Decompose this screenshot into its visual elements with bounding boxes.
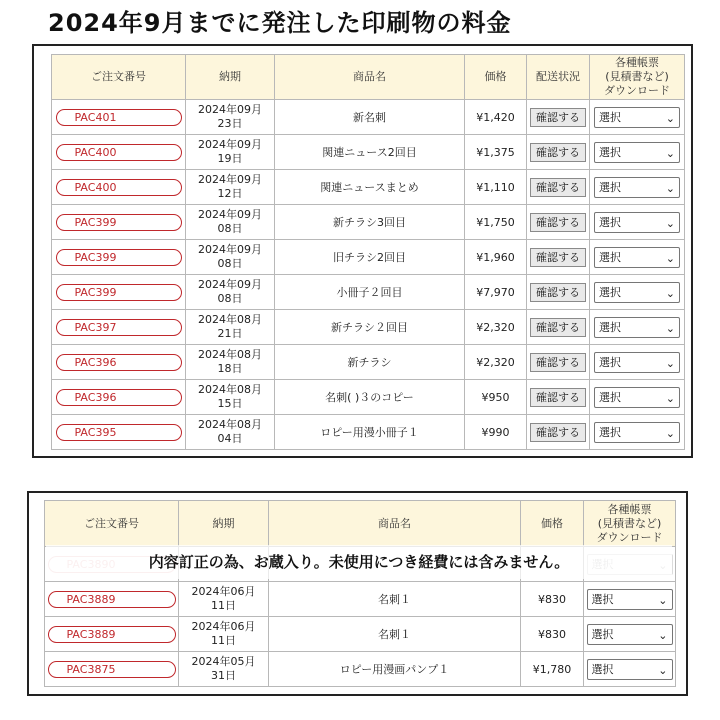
documents-cell [590,240,685,275]
order-number-link[interactable]: PAC397 [56,319,182,336]
order-number-cell [52,310,186,345]
confirm-shipping-button[interactable]: 確認する [530,318,586,337]
document-download-select[interactable] [587,624,673,645]
chevron-down-icon: ⌄ [658,593,668,607]
chevron-down-icon: ⌄ [665,391,675,405]
product-name: 旧チラシ2回目 [333,251,406,264]
delivery-date-cell [186,380,275,415]
shipping-status-cell [527,345,590,380]
delivery-date-cell [186,275,275,310]
order-number-cell [52,380,186,415]
header-shipping-status: 配送状況 [527,55,590,100]
select-value: 選択 [599,390,621,404]
price-value: ¥1,780 [532,662,572,676]
table-row [52,100,685,135]
documents-cell [590,310,685,345]
delivery-date-month: 2024年05月 [191,655,256,668]
shipping-status-cell [527,310,590,345]
select-value: 選択 [599,250,621,264]
delivery-date-cell [179,617,269,652]
header-documents-line3: ダウンロード [596,530,663,544]
delivery-date-cell [186,310,275,345]
confirm-shipping-button[interactable]: 確認する [530,283,586,302]
table-row [52,415,685,450]
orders-table-recent [51,54,685,450]
price-value: ¥1,110 [476,180,515,194]
product-name-cell [275,380,465,415]
product-name-cell [269,582,521,617]
delivery-date-cell [186,170,275,205]
delivery-date-month: 2024年06月 [191,620,256,633]
order-number-cell [45,617,179,652]
price-value: ¥2,320 [476,355,515,369]
page-title: 2024年9月までに発注した印刷物の料金 [48,9,512,37]
document-download-select[interactable] [587,659,673,680]
price-value: ¥1,420 [476,110,515,124]
orders-panel-recent [32,44,693,458]
delivery-date-day: 04日 [217,432,243,445]
table-row [52,205,685,240]
product-name: 新チラシ [347,356,392,369]
header-delivery-date: 納期 [186,55,275,100]
confirm-shipping-button[interactable]: 確認する [530,108,586,127]
delivery-date-month: 2024年09月 [198,243,262,256]
header-product-name: 商品名 [275,55,465,100]
order-number-cell [52,170,186,205]
product-name-cell [269,652,521,687]
delivery-date-day: 19日 [217,152,243,165]
document-download-select[interactable] [594,212,680,233]
table-row [52,170,685,205]
chevron-down-icon: ⌄ [658,628,668,642]
delivery-date-cell [186,100,275,135]
table-header-row [45,501,676,547]
order-number-link[interactable]: PAC3889 [48,626,176,643]
delivery-date-cell [186,240,275,275]
documents-cell [590,135,685,170]
price-cell [465,240,527,275]
document-download-select[interactable] [594,352,680,373]
delivery-date-cell [186,135,275,170]
delivery-date-month: 2024年08月 [198,348,262,361]
documents-cell [584,652,676,687]
price-cell [465,310,527,345]
price-value: ¥950 [481,390,510,404]
product-name-cell [275,100,465,135]
shipping-status-cell [527,170,590,205]
product-name-cell [275,415,465,450]
table-row [52,345,685,380]
product-name: ロピー用漫小冊子１ [320,426,419,439]
product-name: 名刺１ [378,593,411,606]
header-price: 価格 [465,55,527,100]
documents-cell [584,582,676,617]
documents-cell [590,275,685,310]
order-number-link[interactable]: PAC400 [56,144,182,161]
delivery-date-month: 2024年09月 [198,173,262,186]
price-cell [465,415,527,450]
document-download-select[interactable] [594,282,680,303]
confirm-shipping-button[interactable]: 確認する [530,388,586,407]
shipping-status-cell [527,205,590,240]
header-delivery-date: 納期 [179,501,269,547]
price-value: ¥830 [538,627,566,641]
order-number-link[interactable]: PAC399 [56,249,182,266]
documents-cell [590,170,685,205]
order-number-link[interactable]: PAC395 [56,424,182,441]
documents-cell [590,380,685,415]
shipping-status-cell [527,240,590,275]
select-value: 選択 [599,285,621,299]
header-documents-line3: ダウンロード [604,84,670,97]
delivery-date-day: 15日 [217,397,243,410]
product-name-cell [275,135,465,170]
document-download-select[interactable] [587,589,673,610]
chevron-down-icon: ⌄ [665,356,675,370]
chevron-down-icon: ⌄ [665,216,675,230]
documents-cell [590,205,685,240]
delivery-date-day: 08日 [217,222,243,235]
delivery-date-month: 2024年06月 [191,585,256,598]
documents-cell [584,617,676,652]
confirm-shipping-button[interactable]: 確認する [530,353,586,372]
delivery-date-cell [186,415,275,450]
delivery-date-day: 12日 [217,187,243,200]
select-value: 選択 [599,320,621,334]
product-name: 小冊子２回目 [336,286,403,299]
header-documents-line1: 各種帳票 [607,502,652,516]
product-name-cell [275,240,465,275]
confirm-shipping-button[interactable]: 確認する [530,423,586,442]
price-cell [521,652,584,687]
delivery-date-month: 2024年09月 [198,103,262,116]
product-name: 新名刺 [353,111,386,124]
price-value: ¥1,375 [476,145,515,159]
product-name: 新チラシ3回目 [333,216,406,229]
header-product-name: 商品名 [269,501,521,547]
price-value: ¥1,750 [476,215,515,229]
table-row [52,310,685,345]
product-name-cell [269,617,521,652]
order-number-cell [45,652,179,687]
price-value: ¥830 [538,592,566,606]
delivery-date-month: 2024年08月 [198,313,262,326]
delivery-date-day: 08日 [217,292,243,305]
header-documents-line1: 各種帳票 [615,56,659,69]
chevron-down-icon: ⌄ [665,286,675,300]
table-row [52,380,685,415]
table-row [45,617,676,652]
order-number-link[interactable]: PAC400 [56,179,182,196]
order-number-cell [52,205,186,240]
price-cell [465,275,527,310]
price-value: ¥990 [481,425,510,439]
table-row [52,275,685,310]
order-number-link[interactable]: PAC399 [56,214,182,231]
chevron-down-icon: ⌄ [665,426,675,440]
documents-cell [590,345,685,380]
order-number-cell [52,345,186,380]
select-value: 選択 [599,180,621,194]
header-documents-line2: (見積書など) [597,516,662,530]
document-download-select[interactable] [594,387,680,408]
price-value: ¥2,320 [476,320,515,334]
product-name-cell [275,310,465,345]
select-value: 選択 [599,425,621,439]
table-row [45,582,676,617]
price-cell [521,582,584,617]
shipping-status-cell [527,100,590,135]
shipping-status-cell [527,135,590,170]
delivery-date-day: 21日 [217,327,243,340]
price-cell [465,380,527,415]
price-cell [465,205,527,240]
table-header-row [52,55,685,100]
delivery-date-day: 08日 [217,257,243,270]
product-name-cell [275,170,465,205]
document-download-select[interactable] [594,317,680,338]
product-name: 関連ニュース2回目 [322,146,417,159]
header-order-number: ご注文番号 [52,55,186,100]
header-documents-line2: (見積書など) [605,70,669,83]
chevron-down-icon: ⌄ [665,181,675,195]
chevron-down-icon: ⌄ [665,146,675,160]
confirm-shipping-button[interactable]: 確認する [530,248,586,267]
order-number-link[interactable]: PAC396 [56,354,182,371]
order-number-link[interactable]: PAC396 [56,389,182,406]
price-cell [465,170,527,205]
document-download-select[interactable] [594,247,680,268]
select-value: 選択 [591,662,614,676]
header-documents [590,55,685,100]
product-name-cell [275,205,465,240]
delivery-date-cell [179,582,269,617]
order-number-link[interactable]: PAC3875 [48,661,176,678]
select-value: 選択 [599,215,621,229]
order-number-cell [52,240,186,275]
select-value: 選択 [591,627,614,641]
document-download-select[interactable] [594,107,680,128]
confirm-shipping-button[interactable]: 確認する [530,143,586,162]
price-cell [521,617,584,652]
delivery-date-day: 11日 [211,599,236,612]
order-number-cell [52,275,186,310]
confirm-shipping-button[interactable]: 確認する [530,213,586,232]
delivery-date-month: 2024年09月 [198,138,262,151]
chevron-down-icon: ⌄ [665,111,675,125]
delivery-date-day: 31日 [211,669,236,682]
select-value: 選択 [591,592,614,606]
document-download-select[interactable] [594,177,680,198]
delivery-date-month: 2024年08月 [198,418,262,431]
shipping-status-cell [527,380,590,415]
header-price: 価格 [521,501,584,547]
product-name: 新チラシ２回目 [331,321,408,334]
confirm-shipping-button[interactable]: 確認する [530,178,586,197]
product-name-cell [275,275,465,310]
chevron-down-icon: ⌄ [665,321,675,335]
product-name: 関連ニュースまとめ [320,181,419,194]
product-name: 名刺１ [378,628,411,641]
product-name-cell [275,345,465,380]
delivery-date-day: 18日 [217,362,243,375]
price-value: ¥7,970 [476,285,515,299]
product-name: ロピー用漫画パンプ１ [339,663,450,676]
documents-cell [590,100,685,135]
delivery-date-month: 2024年09月 [198,208,262,221]
product-name: 名刺( )３のコピー [325,391,414,404]
document-download-select[interactable] [594,422,680,443]
delivery-date-month: 2024年08月 [198,383,262,396]
orders-panel-archived [27,491,688,696]
delivery-date-cell [186,205,275,240]
shipping-status-cell [527,275,590,310]
delivery-date-day: 23日 [217,117,243,130]
order-number-cell [52,135,186,170]
order-number-cell [45,582,179,617]
delivery-date-day: 11日 [211,634,236,647]
select-value: 選択 [599,110,621,124]
order-number-cell [52,415,186,450]
chevron-down-icon: ⌄ [658,663,668,677]
order-number-link[interactable]: PAC401 [56,109,182,126]
documents-cell [590,415,685,450]
table-row [45,652,676,687]
select-value: 選択 [599,145,621,159]
chevron-down-icon: ⌄ [665,251,675,265]
price-cell [465,135,527,170]
order-number-cell [52,100,186,135]
orders-table-archived [44,500,676,687]
order-number-link[interactable]: PAC3889 [48,591,176,608]
delivery-date-month: 2024年09月 [198,278,262,291]
table-row [52,240,685,275]
shipping-status-cell [527,415,590,450]
price-value: ¥1,960 [476,250,515,264]
header-order-number: ご注文番号 [45,501,179,547]
document-download-select[interactable] [594,142,680,163]
table-row [52,135,685,170]
delivery-date-cell [179,652,269,687]
price-cell [465,345,527,380]
header-documents [584,501,676,547]
order-number-link[interactable]: PAC399 [56,284,182,301]
select-value: 選択 [599,355,621,369]
delivery-date-cell [186,345,275,380]
archive-notice: 内容訂正の為、お蔵入り。未使用につき経費には含みません。 [148,553,570,571]
price-cell [465,100,527,135]
